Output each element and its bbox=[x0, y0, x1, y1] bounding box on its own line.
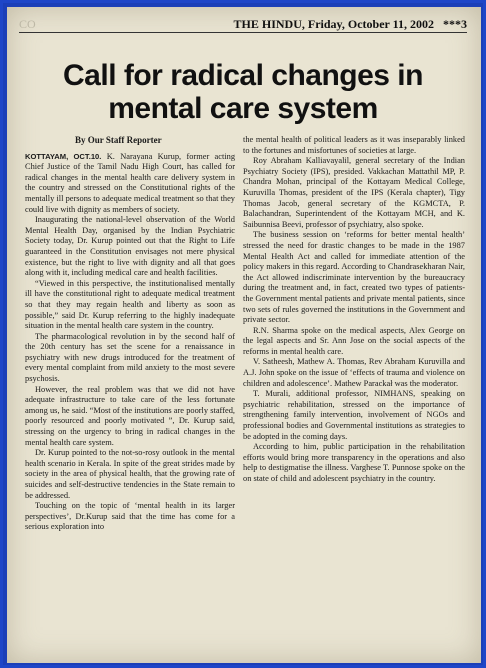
paragraph: V. Satheesh, Mathew A. Thomas, Rev Abraham Kuruvilla and A.J. John spoke on the issue of ‘effects of trauma and violence on children and adolescence’. Mathew Parackał was the moderator. bbox=[243, 357, 465, 388]
paragraph: However, the real problem was that we did not have adequate infrastructure to take care of the less fortunate among us, he said. “Most of the institutions are poorly staffed, poorly resourced and poorly motivated ”, Dr. Kurup said, stressing on the urgency to bring in radical changes in the mental health care system. bbox=[25, 384, 235, 447]
paragraph: Touching on the topic of ‘mental health in its larger perspectives’, Dr.Kurup said that the time has come for a serious exploration into bbox=[25, 501, 235, 532]
paragraph-text: K. Narayana Kurup, former acting Chief Justice of the Tamil Nadu High Court, has called for radical changes in the mental health care delivery system in the country and stressed on the Constitutional rights of the mentally ill persons to adequate medical treatment so that they could live with dignity as members of society. bbox=[25, 151, 236, 214]
headline bbox=[19, 59, 467, 125]
paragraph: “Viewed in this perspective, the institutionalised mentally ill have the constitutional right to adequate medical treatment so that they may regain health and liberty as soon as possible,” said Dr. Kurup referring to the highly inadequate situation in the mental health care system in the country. bbox=[25, 278, 235, 331]
masthead-rule bbox=[19, 32, 467, 33]
headline-line-2: mental care system bbox=[108, 92, 378, 125]
paragraph: Roy Abraham Kalliavayalil, general secretary of the Indian Psychiatry Society (IPS), presided. Vakkachan Mattathil MP, P. Chandra Mohan, principal of the Kottayam Medical College, Kuruvilla Thomas, president of the IPS (Kerala chapter), Tigy Thomas Jacob, general secretary of the KGMCTA, P. Balachandran, Superintendent of the Kottayam MCH, and K. Saibunnisa Beevi, professor of psychiatry, also spoke. bbox=[243, 156, 465, 229]
paragraph: Inaugurating the national-level observation of the World Mental Health Day, organised by the Indian Psychiatric Society today, Dr. Kurup pointed out that the Right to Life guaranteed in the Constitution envisages not mere physical existence, but the right to live with dignity and all that goes along with it, including medical care and health facilities. bbox=[25, 215, 235, 278]
article-column-right bbox=[243, 135, 465, 485]
paragraph-continued: the mental health of political leaders as it was inseparably linked to the fortunes and misfortunes of societies at large. bbox=[243, 135, 465, 155]
newspaper-clipping bbox=[7, 7, 481, 663]
paragraph: T. Murali, additional professor, NIMHANS, speaking on psychiatric rehabilitation, stressed on the importance of strengthening family intervention, involvement of NGOs and professional bodies and Governmental institutions as strategies to be adopted in the coming days. bbox=[243, 389, 465, 441]
dateline: KOTTAYAM, OCT.10. bbox=[25, 151, 102, 161]
article-column-left bbox=[25, 135, 235, 533]
headline-line-1: Call for radical changes in bbox=[63, 59, 423, 92]
paragraph: The business session on ‘reforms for better mental health’ stressed the need for drastic changes to be made in the 1987 Mental Health Act and called for immediate attention of the policy makers in this regard. According to Chandrasekharan Nair, the Act allowed indiscriminate intervention by the bureaucracy during the treatment and, in fact, created two types of patients- the Government mental patients and private mental patients, since two sets of rules governed the institutions in the Government and private sector. bbox=[243, 230, 465, 325]
page-marker: ***3 bbox=[443, 17, 467, 31]
paragraph: Dr. Kurup pointed to the not-so-rosy outlook in the mental health scenario in Kerala. In spite of the great strides made by society in the area of physical health, that the growing rate of suicides and self-destructive tendencies in the State remain to be addressed. bbox=[25, 448, 235, 500]
paragraph: The pharmacological revolution in by the second half of the 20th century has set the scene for a renaissance in psychiatry with new drugs introduced for the treatment of every mental complaint from mild anxiety to the most severe psychosis. bbox=[25, 331, 235, 384]
masthead bbox=[19, 17, 467, 37]
publication-line: THE HINDU, Friday, October 11, 2002 bbox=[233, 17, 434, 31]
paragraph: R.N. Sharma spoke on the medical aspects, Alex George on the legal aspects and Sr. Ann Jose on the social aspects of the reforms in mental health care. bbox=[243, 325, 465, 356]
masthead-publication bbox=[234, 17, 467, 32]
lead-paragraph bbox=[25, 152, 235, 216]
masthead-ghost-text: CO bbox=[19, 17, 36, 31]
byline: By Our Staff Reporter bbox=[75, 135, 162, 145]
paragraph: According to him, public participation in the rehabilitation efforts would bring more transparency in the operations and also help to destigmatise the illness. Varghese T. Punnose spoke on the on state of child and adolescent psychiatry in the country. bbox=[243, 442, 465, 483]
